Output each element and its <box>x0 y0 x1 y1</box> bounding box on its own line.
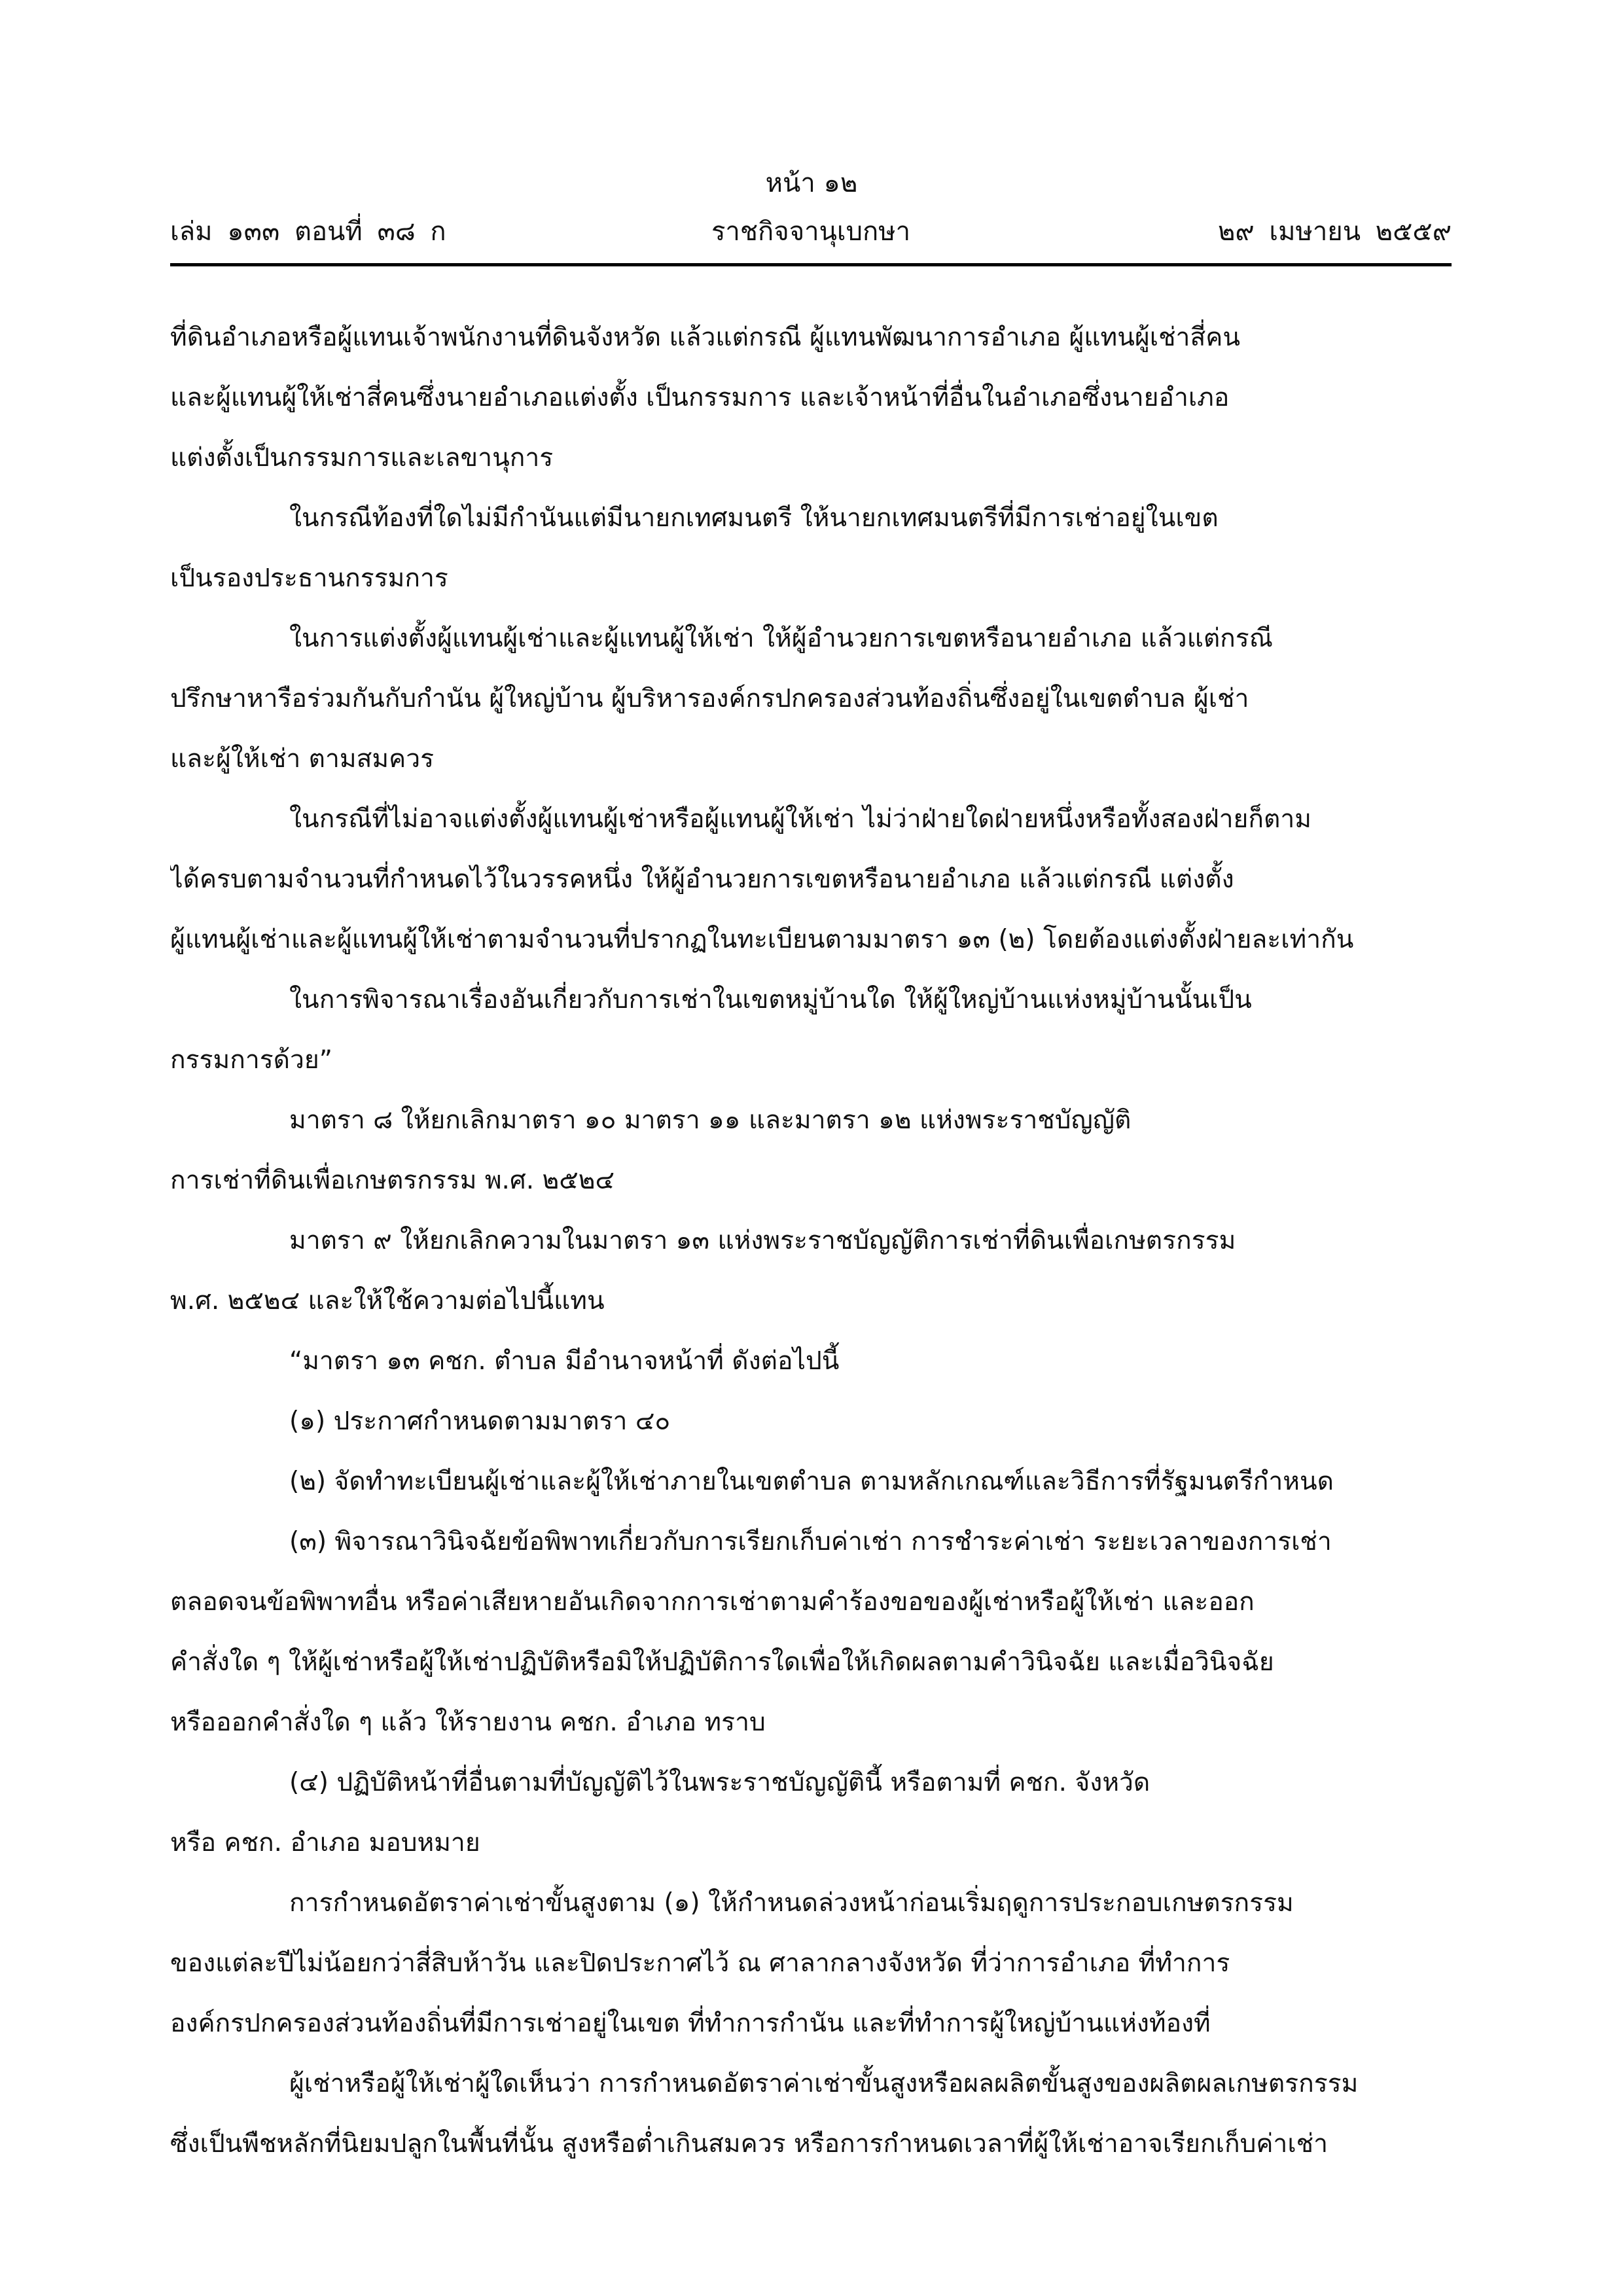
body-text <box>170 308 1452 2174</box>
text-line: คำสั่งใด ๆ ให้ผู้เช่าหรือผู้ให้เช่าปฏิบัติหรือมิให้ปฏิบัติการใดเพื่อให้เกิดผลตามคำวินิจฉัย และเมื่อวินิจฉัย <box>170 1647 1274 1677</box>
text-line: ในกรณีท้องที่ใดไม่มีกำนันแต่มีนายกเทศมนตรี ให้นายกเทศมนตรีที่มีการเช่าอยู่ในเขต <box>289 503 1219 533</box>
list-item: (๓) พิจารณาวินิจฉัยข้อพิพาทเกี่ยวกับการเรียกเก็บค่าเช่า การชำระค่าเช่า ระยะเวลาของการเช่า <box>289 1527 1332 1556</box>
text-line: หรือออกคำสั่งใด ๆ แล้ว ให้รายงาน คชก. อำเภอ ทราบ <box>170 1708 766 1737</box>
text-line: ตลอดจนข้อพิพาทอื่น หรือค่าเสียหายอันเกิดจากการเช่าตามคำร้องขอของผู้เช่าหรือผู้ให้เช่า และออก <box>170 1587 1255 1617</box>
text-line: ของแต่ละปีไม่น้อยกว่าสี่สิบห้าวัน และปิดประกาศไว้ ณ ศาลากลางจังหวัด ที่ว่าการอำเภอ ที่ทำการ <box>170 1948 1230 1978</box>
header-rule <box>170 263 1452 266</box>
text-line: ในการแต่งตั้งผู้แทนผู้เช่าและผู้แทนผู้ให้เช่า ให้ผู้อำนวยการเขตหรือนายอำเภอ แล้วแต่กรณี <box>289 624 1273 653</box>
text-line: และผู้ให้เช่า ตามสมควร <box>170 744 435 774</box>
text-line: กรรมการด้วย” <box>170 1045 332 1075</box>
text-line: แต่งตั้งเป็นกรรมการและเลขานุการ <box>170 443 554 473</box>
text-line: ซึ่งเป็นพืชหลักที่นิยมปลูกในพื้นที่นั้น สูงหรือต่ำเกินสมควร หรือการกำหนดเวลาที่ผู้ให้เช่าอาจเรียกเก็บค่าเช่า <box>170 2129 1329 2159</box>
text-line: ที่ดินอำเภอหรือผู้แทนเจ้าพนักงานที่ดินจังหวัด แล้วแต่กรณี ผู้แทนพัฒนาการอำเภอ ผู้แทนผู้เช่าสี่คน <box>170 323 1240 352</box>
page-number: หน้า ๑๒ <box>765 168 858 198</box>
list-item: (๒) จัดทำทะเบียนผู้เช่าและผู้ให้เช่าภายในเขตตำบล ตามหลักเกณฑ์และวิธีการที่รัฐมนตรีกำหนด <box>289 1467 1334 1496</box>
text-line: การเช่าที่ดินเพื่อเกษตรกรรม พ.ศ. ๒๕๒๔ <box>170 1166 615 1195</box>
text-line: ผู้แทนผู้เช่าและผู้แทนผู้ให้เช่าตามจำนวนที่ปรากฏในทะเบียนตามมาตรา ๑๓ (๒) โดยต้องแต่งตั้งฝ่ายละเท่ากัน <box>170 925 1354 954</box>
volume-issue: เล่ม ๑๓๓ ตอนที่ ๓๘ ก <box>170 217 446 247</box>
text-line: และผู้แทนผู้ให้เช่าสี่คนซึ่งนายอำเภอแต่งตั้ง เป็นกรรมการ และเจ้าหน้าที่อื่นในอำเภอซึ่งนายอำเภอ <box>170 383 1230 412</box>
list-item: (๔) ปฏิบัติหน้าที่อื่นตามที่บัญญัติไว้ในพระราชบัญญัตินี้ หรือตามที่ คชก. จังหวัด <box>289 1768 1150 1797</box>
list-item: (๑) ประกาศกำหนดตามมาตรา ๔๐ <box>289 1407 671 1436</box>
section-heading: มาตรา ๘ ให้ยกเลิกมาตรา ๑๐ มาตรา ๑๑ และมาตรา ๑๒ แห่งพระราชบัญญัติ <box>289 1105 1132 1135</box>
text-line: ปรึกษาหารือร่วมกันกับกำนัน ผู้ใหญ่บ้าน ผู้บริหารองค์กรปกครองส่วนท้องถิ่นซึ่งอยู่ในเขตตำบล ผู้เช่า <box>170 684 1249 713</box>
section-heading: มาตรา ๙ ให้ยกเลิกความในมาตรา ๑๓ แห่งพระราชบัญญัติการเช่าที่ดินเพื่อเกษตรกรรม <box>289 1226 1236 1255</box>
text-line: ในการพิจารณาเรื่องอันเกี่ยวกับการเช่าในเขตหมู่บ้านใด ให้ผู้ใหญ่บ้านแห่งหมู่บ้านนั้นเป็น <box>289 985 1252 1014</box>
text-line: ผู้เช่าหรือผู้ให้เช่าผู้ใดเห็นว่า การกำหนดอัตราค่าเช่าขั้นสูงหรือผลผลิตขั้นสูงของผลิตผลเกษตรกรรม <box>289 2069 1359 2098</box>
publication-title: ราชกิจจานุเบกษา <box>711 217 911 247</box>
publication-date: ๒๙ เมษายน ๒๕๕๙ <box>1218 217 1452 247</box>
section-heading: “มาตรา ๑๓ คชก. ตำบล มีอำนาจหน้าที่ ดังต่อไปนี้ <box>289 1346 840 1376</box>
text-line: พ.ศ. ๒๕๒๔ และให้ใช้ความต่อไปนี้แทน <box>170 1286 605 1316</box>
text-line: การกำหนดอัตราค่าเช่าขั้นสูงตาม (๑) ให้กำหนดล่วงหน้าก่อนเริ่มฤดูการประกอบเกษตรกรรม <box>289 1888 1294 1918</box>
text-line: หรือ คชก. อำเภอ มอบหมาย <box>170 1828 480 1857</box>
text-line: ได้ครบตามจำนวนที่กำหนดไว้ในวรรคหนึ่ง ให้ผู้อำนวยการเขตหรือนายอำเภอ แล้วแต่กรณี แต่งตั้ง <box>170 865 1234 894</box>
text-line: เป็นรองประธานกรรมการ <box>170 564 448 593</box>
running-header <box>170 213 1452 253</box>
text-line: ในกรณีที่ไม่อาจแต่งตั้งผู้แทนผู้เช่าหรือผู้แทนผู้ให้เช่า ไม่ว่าฝ่ายใดฝ่ายหนึ่งหรือทั้งสองฝ่ายก็ตาม <box>289 804 1311 834</box>
text-line: องค์กรปกครองส่วนท้องถิ่นที่มีการเช่าอยู่ในเขต ที่ทำการกำนัน และที่ทำการผู้ใหญ่บ้านแห่งท้องที่ <box>170 2009 1211 2038</box>
